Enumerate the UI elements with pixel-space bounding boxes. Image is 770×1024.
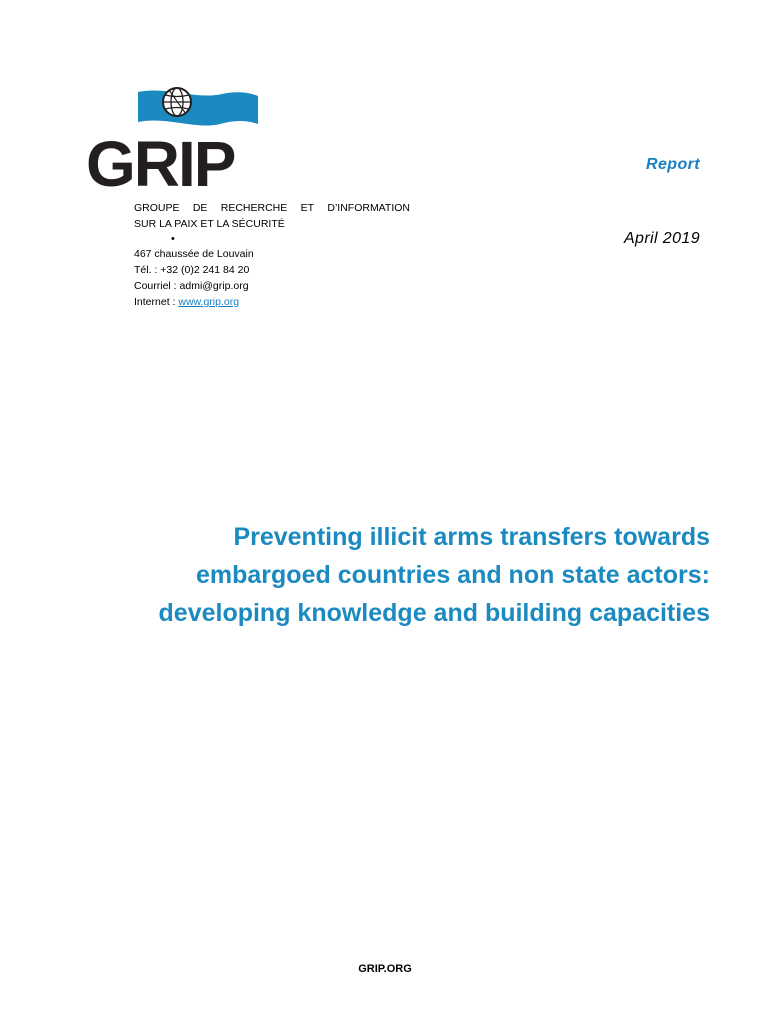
title-line: embargoed countries and non state actors: xyxy=(196,561,710,589)
document-title xyxy=(70,518,710,632)
report-date: April 2019 xyxy=(623,230,700,247)
website-link[interactable]: www.grip.org xyxy=(178,296,240,308)
grip-logo-text: GRIP xyxy=(86,128,235,190)
grip-logo xyxy=(86,86,262,190)
org-address: 467 chaussée de Louvain xyxy=(134,248,254,260)
org-name-word: DE xyxy=(192,202,208,214)
internet-label: Internet : xyxy=(134,296,179,308)
report-type-label: Report xyxy=(646,156,700,173)
footer-site: GRIP.ORG xyxy=(358,963,412,975)
title-line: developing knowledge and building capacities xyxy=(158,599,710,627)
org-internet xyxy=(134,294,410,310)
org-name-line1 xyxy=(134,200,410,216)
org-name-word: GROUPE xyxy=(134,202,180,214)
org-name-word: ET xyxy=(300,202,315,214)
org-name-word: RECHERCHE xyxy=(220,202,288,214)
globe-icon xyxy=(163,88,191,116)
org-name-word: D’INFORMATION xyxy=(327,202,410,214)
bullet: • xyxy=(171,233,175,245)
title-line: Preventing illicit arms transfers towards xyxy=(233,523,710,551)
org-email: Courriel : admi@grip.org xyxy=(134,280,249,292)
org-name-line2: SUR LA PAIX ET LA SÉCURITÉ xyxy=(134,218,285,230)
grip-logo-graphic xyxy=(86,86,262,190)
organization-info xyxy=(134,200,410,310)
org-phone: Tél. : +32 (0)2 241 84 20 xyxy=(134,264,250,276)
